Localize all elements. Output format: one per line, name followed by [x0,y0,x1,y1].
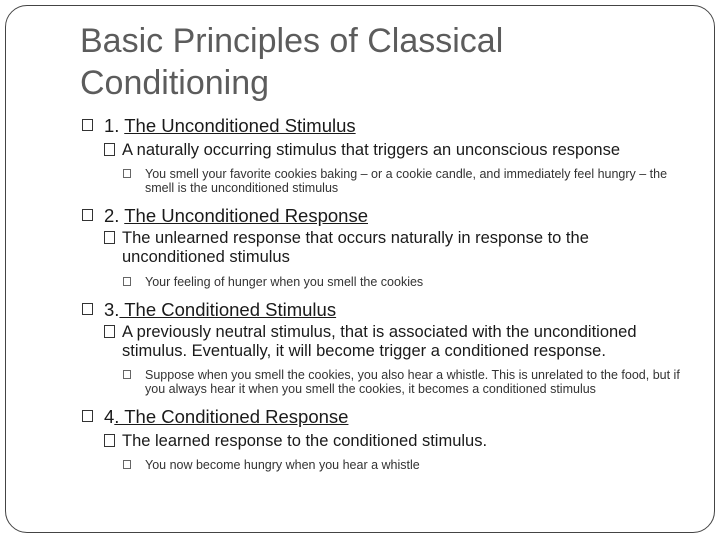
section-4-heading [82,406,682,428]
section-2-heading [82,205,682,227]
section-3-heading [82,299,682,321]
section-4-definition [82,432,682,451]
square-bullet-icon [104,143,115,156]
section-heading: The Unconditioned Stimulus [124,115,356,136]
section-number: 3. [104,299,120,320]
definition-text: The learned response to the conditioned stimulus. [122,432,488,450]
section-number: 2. [104,205,120,226]
section-1-heading [82,115,682,137]
section-heading: The Unconditioned Response [124,205,368,226]
section-3-definition [82,323,682,361]
section-3-example [82,368,682,396]
definition-text: The unlearned response that occurs naturally in response to the unconditioned stimulus [122,229,589,266]
section-heading: The Conditioned Stimulus [119,299,337,320]
square-bullet-icon [82,209,93,221]
example-text: You smell your favorite cookies baking – or a cookie candle, and immediately feel hungry – the smell is the unconditioned stimulus [145,167,668,195]
section-4-example [82,458,682,472]
definition-text: A previously neutral stimulus, that is associated with the unconditioned stimulus. Eventually, it will become trigger a conditioned response. [122,323,637,360]
square-bullet-icon [123,277,131,286]
square-bullet-icon [82,119,93,131]
example-text: Suppose when you smell the cookies, you also hear a whistle. This is unrelated to the food, but if you always hear it when you smell the cookies, it becomes a conditioned stimulus [145,368,680,396]
example-text: Your feeling of hunger when you smell the cookies [145,275,424,289]
square-bullet-icon [104,231,115,244]
section-number: 4 [104,406,115,427]
square-bullet-icon [104,434,115,447]
square-bullet-icon [82,410,93,422]
slide-title: Basic Principles of Classical Conditioning [80,22,504,102]
section-1-example [82,167,682,195]
square-bullet-icon [123,370,131,379]
section-1-definition [82,141,682,160]
section-2-example [82,275,682,289]
definition-text: A naturally occurring stimulus that triggers an unconscious response [122,141,621,159]
square-bullet-icon [123,460,131,469]
example-text: You now become hungry when you hear a whistle [145,458,420,472]
section-heading: . The Conditioned Response [114,406,349,427]
section-number: 1. [104,115,120,136]
square-bullet-icon [123,169,131,178]
square-bullet-icon [104,325,115,338]
slide-content [82,115,682,472]
section-2-definition [82,229,682,267]
square-bullet-icon [82,303,93,315]
